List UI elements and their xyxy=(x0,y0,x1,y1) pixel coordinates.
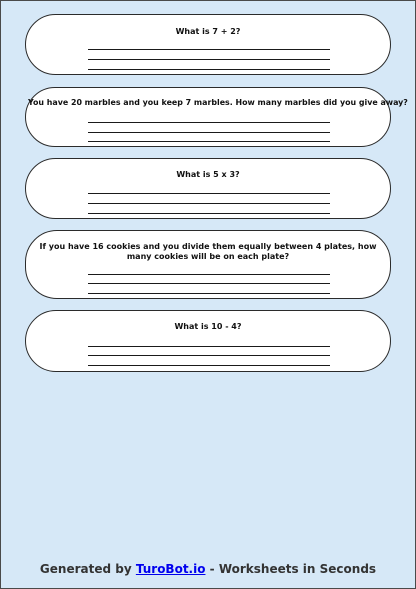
question-card-5 xyxy=(25,310,391,372)
answer-line xyxy=(88,141,330,142)
question-text: What is 5 x 3? xyxy=(176,170,240,179)
answer-line xyxy=(88,49,330,50)
answer-line xyxy=(88,293,330,294)
footer-prefix: Generated by xyxy=(39,562,132,576)
answer-line xyxy=(88,59,330,60)
question-card-4 xyxy=(25,230,391,299)
question-card-2 xyxy=(25,87,408,147)
answer-line xyxy=(88,122,330,123)
answer-line xyxy=(88,283,330,284)
answer-line xyxy=(88,355,330,356)
footer-credit xyxy=(1,562,415,576)
answer-line xyxy=(88,213,330,214)
answer-line xyxy=(88,346,330,347)
question-card-1 xyxy=(25,14,391,75)
answer-line xyxy=(88,193,330,194)
turobot-link[interactable]: TuroBot.io xyxy=(135,562,206,576)
question-text: What is 7 + 2? xyxy=(175,27,241,36)
answer-line xyxy=(88,274,330,275)
question-text: If you have 16 cookies and you divide them equally between 4 plates, how many cookies will be on each plate? xyxy=(39,242,377,261)
question-text: What is 10 - 4? xyxy=(174,322,242,331)
answer-line xyxy=(88,365,330,366)
answer-line xyxy=(88,203,330,204)
question-text: You have 20 marbles and you keep 7 marbles. How many marbles did you give away? xyxy=(28,98,408,107)
footer-suffix: - Worksheets in Seconds xyxy=(209,562,377,576)
answer-line xyxy=(88,132,330,133)
question-card-3 xyxy=(25,158,391,219)
answer-line xyxy=(88,69,330,70)
